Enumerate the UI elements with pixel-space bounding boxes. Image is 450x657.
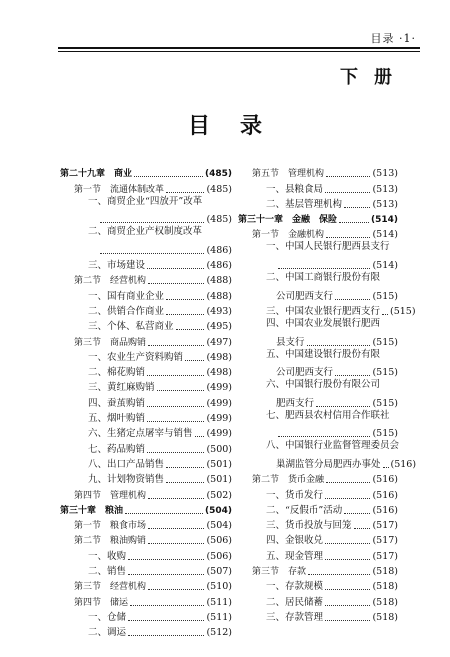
toc-entry-section: [60, 486, 232, 501]
toc-page-number: (501): [206, 458, 232, 470]
toc-page-number: (515): [372, 336, 398, 348]
toc-entry-title: 第三十一章 金融 保险: [238, 215, 338, 226]
toc-page-number: (516): [390, 458, 417, 470]
dot-leader: [148, 589, 204, 590]
dot-leader: [326, 482, 370, 483]
toc-entry-item: [60, 410, 232, 425]
toc-entry-title: 一、商贸企业“四放开”改革: [88, 195, 203, 207]
toc-entry-title: 第四节 储运: [74, 597, 129, 608]
toc-entry-title: 八、中国银行业监督管理委员会: [266, 440, 400, 452]
toc-entry-item: [238, 486, 398, 501]
toc-entry-title: 二、商贸企业产权制度改革: [88, 226, 203, 238]
dot-leader: [326, 237, 370, 238]
toc-entry-title: 二、调运: [88, 627, 127, 639]
toc-page-number: (500): [206, 443, 232, 455]
toc-entry-item: [60, 287, 232, 302]
toc-entry-title: 县支行: [276, 336, 305, 348]
toc-page-number: (513): [372, 198, 398, 210]
page-title: 目录: [187, 114, 292, 139]
toc-entry-item: [238, 379, 398, 394]
dot-leader: [383, 467, 389, 468]
toc-entry-title: 第三节 商品购销: [74, 337, 147, 348]
toc-entry-item: [60, 394, 232, 409]
toc-entry-title: 一、收购: [88, 550, 127, 562]
toc-entry-item: [238, 593, 398, 608]
dot-leader: [147, 421, 204, 422]
toc-entry-title: 一、中国人民银行肥西县支行: [266, 241, 390, 253]
dot-leader: [278, 436, 370, 437]
toc-page-number: (488): [206, 275, 232, 287]
toc-entry-section: [238, 226, 398, 241]
toc-page-number: (498): [206, 367, 232, 379]
dot-leader: [316, 406, 370, 407]
toc-page-number: (498): [206, 351, 232, 363]
toc-entry-item: [238, 502, 398, 517]
toc-entry-title: 七、药品购销: [88, 443, 146, 455]
toc-page-number: (518): [372, 611, 398, 623]
dot-leader: [100, 253, 204, 254]
toc-entry-title: 公司肥西支行: [276, 290, 334, 302]
dot-leader: [166, 482, 204, 483]
toc-entry-title: 五、现金管理: [266, 550, 324, 562]
toc-entry-cont: [60, 211, 232, 226]
dot-leader: [335, 375, 370, 376]
toc-page-number: (516): [372, 504, 398, 516]
toc-page-number: (486): [206, 244, 232, 256]
toc-entry-title: 三、黄红麻购销: [88, 382, 155, 394]
dot-leader: [382, 314, 388, 315]
toc-entry-title: 三、市场建设: [88, 260, 146, 272]
toc-entry-item: [238, 349, 398, 364]
dot-leader: [128, 559, 204, 560]
toc-entry-chapter: [238, 211, 398, 226]
toc-entry-title: 四、金银收兑: [266, 535, 324, 547]
toc-entry-title: 二、中国工商银行股份有限: [266, 272, 381, 284]
toc-entry-item: [60, 226, 232, 241]
toc-entry-title: 一、农业生产资料购销: [88, 351, 184, 363]
dot-leader: [166, 314, 204, 315]
dot-leader: [326, 176, 370, 177]
toc-entry-section: [238, 563, 398, 578]
toc-entry-item: [60, 349, 232, 364]
toc-entry-item: [60, 471, 232, 486]
dot-leader: [147, 375, 204, 376]
toc-page-number: (499): [206, 397, 232, 409]
toc-entry-title: 一、县粮食局: [266, 183, 324, 195]
toc-entry-title: 一、仓储: [88, 611, 127, 623]
toc-entry-title: 第一节 金融机构: [252, 230, 325, 241]
toc-page-number: (485): [206, 214, 232, 226]
dot-leader: [125, 513, 203, 514]
toc-page-number: (513): [372, 168, 398, 180]
volume-label: 下册: [340, 67, 408, 88]
toc-page-number: (499): [206, 382, 232, 394]
toc-entry-cont: [238, 364, 398, 379]
toc-entry-item: [238, 303, 416, 318]
toc-entry-title: 公司肥西支行: [276, 367, 334, 379]
toc-entry-item: [238, 547, 398, 562]
toc-entry-title: 七、肥西县农村信用合作联社: [266, 409, 390, 421]
toc-entry-title: 八、出口产品销售: [88, 458, 165, 470]
dot-leader: [128, 620, 204, 621]
toc-entry-cont: [238, 456, 417, 471]
toc-entry-title: 一、存款规模: [266, 581, 324, 593]
toc-entry-title: 三、中国农业银行肥西支行: [266, 305, 381, 317]
toc-page-number: (514): [372, 260, 398, 272]
toc-entry-item: [238, 410, 398, 425]
toc-entry-title: 第三节 经营机构: [74, 582, 147, 593]
dot-leader: [166, 467, 204, 468]
toc-page-number: (486): [206, 260, 232, 272]
toc-entry-item: [238, 578, 398, 593]
toc-entry-item: [238, 241, 398, 256]
toc-entry-cont: [238, 257, 398, 272]
toc-entry-item: [238, 318, 398, 333]
toc-page-number: (517): [372, 520, 398, 532]
toc-entry-section: [60, 593, 232, 608]
dot-leader: [130, 605, 204, 606]
toc-entry-title: 第二节 经营机构: [74, 276, 147, 287]
toc-entry-title: 三、货币投放与回笼: [266, 520, 352, 532]
toc-entry-title: 四、蚕茧购销: [88, 397, 146, 409]
toc-page-number: (513): [372, 183, 398, 195]
toc-page-number: (510): [206, 581, 232, 593]
toc-page-number: (501): [206, 474, 232, 486]
toc-entry-cont: [238, 333, 398, 348]
toc-right-column: [238, 165, 417, 624]
toc-page-number: (517): [372, 550, 398, 562]
toc-page-number: (493): [206, 305, 232, 317]
toc-entry-title: 一、国有商业企业: [88, 290, 165, 302]
toc-entry-item: [238, 517, 398, 532]
toc-page-number: (514): [372, 229, 398, 241]
dot-leader: [308, 574, 370, 575]
toc-page-number: (516): [372, 474, 398, 486]
running-header: 目录 ·1·: [370, 32, 416, 45]
toc-entry-title: 六、中国银行股份有限公司: [266, 379, 381, 391]
toc-entry-item: [60, 624, 232, 639]
dot-leader: [195, 436, 205, 437]
dot-leader: [185, 360, 204, 361]
toc-entry-item: [60, 440, 232, 455]
toc-entry-chapter: [60, 502, 232, 517]
dot-leader: [354, 528, 371, 529]
toc-entry-title: 一、货币发行: [266, 489, 324, 501]
toc-entry-item: [238, 272, 398, 287]
toc-entry-title: 第四节 管理机构: [74, 490, 147, 501]
toc-entry-title: 三、存款管理: [266, 611, 324, 623]
toc-entry-title: 第五节 管理机构: [252, 169, 325, 180]
dot-leader: [128, 635, 204, 636]
toc-entry-title: 五、烟叶购销: [88, 413, 146, 425]
toc-entry-title: 第二十九章 商业: [60, 169, 133, 180]
toc-entry-item: [60, 303, 232, 318]
dot-leader: [325, 543, 370, 544]
toc-entry-section: [60, 517, 232, 532]
toc-page-number: (507): [206, 566, 232, 578]
header-rule-thin: [58, 51, 420, 52]
dot-leader: [128, 574, 204, 575]
dot-leader: [134, 176, 203, 177]
toc-page-number: (499): [206, 428, 232, 440]
toc-page-number: (488): [206, 290, 232, 302]
toc-entry-item: [60, 196, 232, 211]
toc-entry-title: 第二节 货币金融: [252, 475, 325, 486]
dot-leader: [325, 620, 370, 621]
dot-leader: [148, 528, 204, 529]
toc-entry-title: 二、“反假币”活动: [266, 504, 343, 516]
dot-leader: [325, 605, 370, 606]
toc-page-number: (518): [372, 581, 398, 593]
toc-entry-title: 三、个体、私营商业: [88, 321, 174, 333]
toc-entry-title: 九、计划物资销售: [88, 474, 165, 486]
toc-page-number: (512): [206, 627, 232, 639]
toc-entry-section: [60, 532, 232, 547]
toc-entry-title: 二、居民储蓄: [266, 596, 324, 608]
toc-entry-title: 五、中国建设银行股份有限: [266, 348, 381, 360]
toc-entry-section: [60, 272, 232, 287]
toc-page-number: (518): [372, 596, 398, 608]
toc-page-number: (497): [206, 336, 232, 348]
toc-page-number: (517): [372, 535, 398, 547]
toc-entry-title: 六、生猪定点屠宰与销售: [88, 428, 193, 440]
toc-page-number: (515): [372, 290, 398, 302]
toc-page-number: (515): [372, 397, 398, 409]
toc-entry-item: [238, 196, 398, 211]
toc-page-number: (502): [206, 489, 232, 501]
dot-leader: [339, 222, 369, 223]
dot-leader: [307, 345, 371, 346]
dot-leader: [147, 406, 204, 407]
toc-entry-title: 二、销售: [88, 566, 127, 578]
toc-page-number: (506): [206, 535, 232, 547]
dot-leader: [148, 498, 204, 499]
toc-entry-item: [60, 425, 232, 440]
dot-leader: [166, 192, 204, 193]
toc-entry-section: [60, 578, 232, 593]
toc-entry-item: [60, 609, 232, 624]
toc-page-number: (516): [372, 489, 398, 501]
toc-entry-cont: [238, 287, 398, 302]
toc-page-number: (499): [206, 413, 232, 425]
toc-entry-item: [60, 257, 232, 272]
toc-entry-cont: [60, 241, 232, 256]
toc-page-number: (514): [370, 215, 398, 226]
toc-page-number: (495): [206, 321, 232, 333]
toc-entry-item: [60, 318, 232, 333]
dot-leader: [335, 299, 370, 300]
toc-entry-title: 第二节 粮油购销: [74, 536, 147, 547]
toc-page-number: (515): [372, 367, 398, 379]
toc-left-column: [60, 165, 232, 639]
toc-entry-section: [60, 180, 232, 195]
toc-entry-title: 二、供销合作商业: [88, 305, 165, 317]
dot-leader: [148, 345, 204, 346]
dot-leader: [157, 390, 205, 391]
toc-entry-section: [238, 471, 398, 486]
toc-entry-section: [238, 165, 398, 180]
toc-entry-item: [60, 456, 232, 471]
toc-entry-title: 第三节 存款: [252, 567, 307, 578]
toc-page-number: (515): [390, 305, 416, 317]
toc-entry-item: [238, 532, 398, 547]
dot-leader: [344, 513, 370, 514]
toc-page-number: (504): [204, 505, 232, 516]
toc-entry-item: [60, 364, 232, 379]
dot-leader: [147, 452, 204, 453]
dot-leader: [148, 283, 204, 284]
toc-page-number: (485): [204, 169, 232, 180]
toc-entry-item: [238, 180, 398, 195]
toc-entry-item: [60, 547, 232, 562]
toc-entry-title: 肥西支行: [276, 397, 315, 409]
toc-page-number: (504): [206, 520, 232, 532]
toc-entry-section: [60, 333, 232, 348]
header-rule: [58, 47, 420, 49]
dot-leader: [147, 268, 204, 269]
toc-entry-item: [238, 440, 398, 455]
toc-entry-item: [60, 563, 232, 578]
toc-entry-item: [238, 609, 398, 624]
toc-page-number: (485): [206, 183, 232, 195]
toc-entry-title: 四、中国农业发展银行肥西: [266, 317, 381, 329]
dot-leader: [344, 207, 370, 208]
dot-leader: [325, 498, 370, 499]
toc-entry-title: 巢湖监管分局肥西办事处: [276, 458, 381, 470]
toc-entry-chapter: [60, 165, 232, 180]
dot-leader: [148, 543, 204, 544]
toc-page-number: (506): [206, 550, 232, 562]
dot-leader: [325, 589, 370, 590]
toc-page-number: (518): [372, 566, 398, 578]
toc-page-number: (511): [206, 611, 232, 623]
dot-leader: [325, 559, 370, 560]
toc-entry-cont: [238, 425, 398, 440]
toc-entry-title: 二、棉花购销: [88, 367, 146, 379]
dot-leader: [176, 329, 205, 330]
dot-leader: [100, 222, 204, 223]
dot-leader: [325, 192, 370, 193]
toc-entry-title: 二、基层管理机构: [266, 198, 343, 210]
toc-entry-title: 第一节 流通体制改革: [74, 184, 165, 195]
dot-leader: [278, 268, 370, 269]
toc-entry-title: 第一节 粮食市场: [74, 521, 147, 532]
toc-page-number: (515): [372, 428, 398, 440]
toc-entry-title: 第三十章 粮油: [60, 505, 124, 516]
toc-page-number: (511): [206, 596, 232, 608]
dot-leader: [166, 299, 204, 300]
toc-entry-cont: [238, 394, 398, 409]
toc-entry-item: [60, 379, 232, 394]
